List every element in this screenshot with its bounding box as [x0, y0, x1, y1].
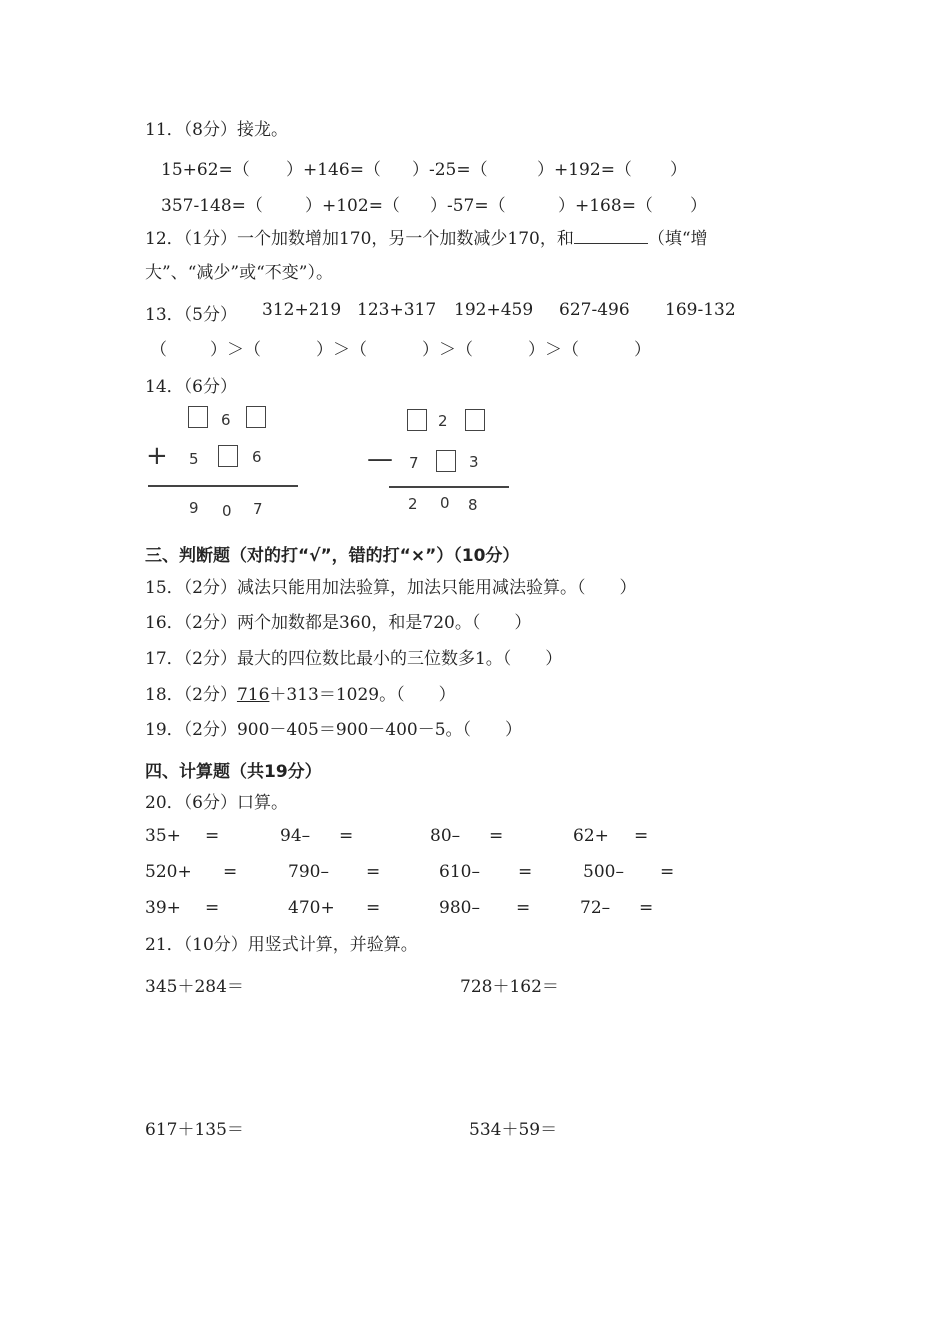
subtrahend-digit: 3: [469, 453, 479, 471]
q12-line1: [145, 227, 708, 249]
q20-expr: 520+: [145, 862, 192, 882]
q12-answer-blank[interactable]: [574, 227, 648, 244]
q20-eq: =: [634, 826, 649, 846]
q12-text-a: 12．（1分）一个加数增加170，另一个加数减少170，和: [145, 229, 574, 249]
q20-eq: =: [339, 826, 354, 846]
q11-r1-seg: ）-25=（: [412, 160, 488, 180]
q14-header: 14．（6分）: [145, 377, 237, 397]
q17: 17．（2分）最大的四位数比最小的三位数多1。（ ）: [145, 649, 563, 669]
q20-expr: 80–: [430, 826, 461, 846]
q20-eq: =: [660, 862, 675, 882]
minuend-digit: 2: [438, 412, 448, 430]
q20-eq: =: [366, 898, 381, 918]
q11-r1-seg: ）+146=（: [286, 160, 381, 180]
q20-expr: 62+: [573, 826, 609, 846]
q13-expr: 192+459: [454, 300, 534, 320]
q20-eq: =: [639, 898, 654, 918]
addend-digit: 5: [189, 450, 199, 468]
q13-expr: 312+219: [262, 300, 342, 320]
q13-compare-seg: ）＞（: [316, 340, 367, 360]
q13-header: 13．（5分）: [145, 305, 237, 325]
q20-eq: =: [489, 826, 504, 846]
addend-digit: 6: [221, 411, 231, 429]
q11-header: 11．（8分）接龙。: [145, 120, 288, 140]
q20-expr: 500–: [583, 862, 624, 882]
digit-box[interactable]: [407, 409, 427, 431]
digit-box[interactable]: [188, 406, 208, 428]
q11-r2-seg: ）+168=（: [558, 196, 653, 216]
q15: 15．（2分）减法只能用加法验算，加法只能用减法验算。（ ）: [145, 578, 637, 598]
q11-r1-seg: 15+62=（: [161, 160, 250, 180]
q21-item: 728＋162＝: [460, 977, 559, 997]
q13-compare-seg: ）＞（: [422, 340, 473, 360]
q21-item: 534＋59＝: [469, 1120, 558, 1140]
q20-expr: 39+: [145, 898, 181, 918]
q13-expr: 169-132: [665, 300, 736, 320]
q20-expr: 790–: [288, 862, 329, 882]
q11-r2-seg: ）-57=（: [430, 196, 506, 216]
q21-item: 345＋284＝: [145, 977, 244, 997]
result-digit: 0: [222, 502, 232, 520]
addend-digit: 6: [252, 448, 262, 466]
q12-line2: 大”、“减少”或“不变”）。: [145, 263, 333, 283]
q11-r2-seg: ）: [690, 196, 707, 216]
q20-expr: 94–: [280, 826, 311, 846]
sum-rule: [148, 485, 298, 487]
q13-compare-seg: （: [150, 340, 167, 360]
q20-expr: 610–: [439, 862, 480, 882]
q11-r2-seg: 357-148=（: [161, 196, 263, 216]
q20-eq: =: [205, 826, 220, 846]
q18: [145, 685, 456, 705]
q21-header: 21．（10分）用竖式计算，并验算。: [145, 935, 418, 955]
plus-sign: +: [146, 441, 168, 471]
q18-rest: ＋313＝1029。（ ）: [269, 685, 456, 705]
digit-box[interactable]: [465, 409, 485, 431]
q13-compare-seg: ）＞（: [210, 340, 261, 360]
q12-text-b: （填“增: [647, 229, 708, 249]
q20-expr: 72–: [580, 898, 611, 918]
digit-box[interactable]: [246, 406, 266, 428]
q13-expr: 123+317: [357, 300, 437, 320]
result-digit: 2: [408, 495, 418, 513]
q13-compare-seg: ）＞（: [528, 340, 579, 360]
q18-prefix: 18．（2分）: [145, 685, 237, 705]
section4-title: 四、计算题（共19分）: [145, 762, 322, 782]
q20-eq: =: [223, 862, 238, 882]
result-digit: 8: [468, 496, 478, 514]
result-digit: 0: [440, 494, 450, 512]
subtrahend-digit: 7: [409, 454, 419, 472]
q16: 16．（2分）两个加数都是360，和是720。（ ）: [145, 613, 532, 633]
result-digit: 9: [189, 499, 199, 517]
q20-header: 20．（6分）口算。: [145, 793, 288, 813]
minus-sign: —: [367, 444, 393, 474]
q11-r2-seg: ）+102=（: [305, 196, 400, 216]
q19: 19．（2分）900－405＝900－400－5。（ ）: [145, 720, 523, 740]
digit-box[interactable]: [436, 450, 456, 472]
q20-eq: =: [516, 898, 531, 918]
q20-eq: =: [518, 862, 533, 882]
section3-title: 三、判断题（对的打“√”，错的打“×”）（10分）: [145, 546, 520, 566]
q13-expr: 627-496: [559, 300, 630, 320]
q20-expr: 470+: [288, 898, 335, 918]
q20-eq: =: [205, 898, 220, 918]
q11-r1-seg: ）: [670, 160, 687, 180]
q11-r1-seg: ）+192=（: [537, 160, 632, 180]
q20-expr: 980–: [439, 898, 480, 918]
q20-eq: =: [366, 862, 381, 882]
q21-item: 617＋135＝: [145, 1120, 244, 1140]
result-digit: 7: [253, 500, 263, 518]
q20-expr: 35+: [145, 826, 181, 846]
difference-rule: [389, 486, 509, 488]
q13-compare-seg: ）: [634, 340, 651, 360]
q18-underlined: 716: [236, 685, 270, 705]
digit-box[interactable]: [218, 445, 238, 467]
